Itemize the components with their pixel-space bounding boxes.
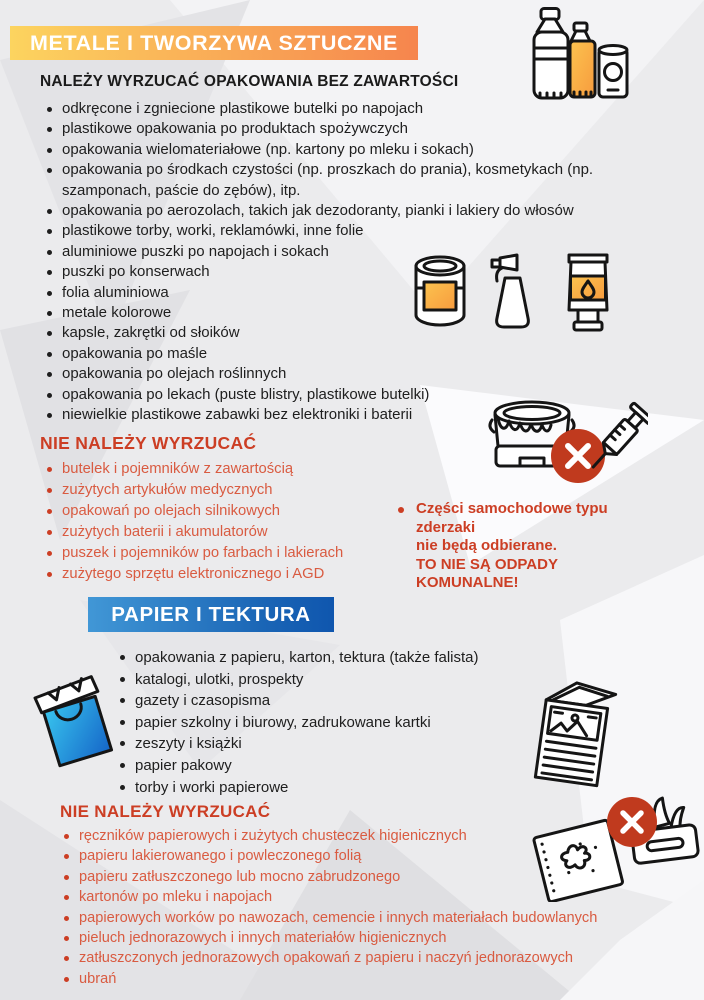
list-item: zużytego sprzętu elektronicznego i AGD (45, 564, 425, 585)
tin-can-icon (408, 254, 472, 332)
drinks-bottles-can-icon (512, 6, 630, 104)
list-item: opakowań po olejach silnikowych (45, 501, 425, 522)
list-item: opakowania po olejach roślinnych (45, 364, 630, 384)
list-item: kartonów po mleku i napojach (62, 887, 687, 907)
list-item: folia aluminiowa (45, 283, 630, 303)
newspaper-icon (528, 674, 624, 794)
list-item: opakowania po aerozolach, takich jak dezodoranty, pianki i lakiery do włosów (45, 201, 630, 221)
list-item: opakowania po środkach czystości (np. proszkach do prania), kosmetykach (np. szamponach, paście do zębów), itp. (45, 160, 630, 201)
metals-forbidden-list (45, 459, 425, 585)
car-parts-note (396, 500, 662, 593)
cosmetic-tube-icon (562, 252, 614, 336)
list-item: kapsle, zakrętki od słoików (45, 323, 630, 343)
list-item: puszki po konserwach (45, 262, 630, 282)
metals-forbidden-title: NIE NALEŻY WYRZUCAĆ (40, 433, 257, 453)
list-item: papieru lakierowanego i powleczonego folią (62, 846, 687, 866)
list-item: butelek i pojemników z zawartością (45, 459, 425, 480)
list-item: pieluch jednorazowych i innych materiałów higienicznych (62, 928, 687, 948)
list-item: opakowania z papieru, karton, tektura (także falista) (118, 647, 588, 669)
list-item: odkręcone i zgniecione plastikowe butelki po napojach (45, 99, 630, 119)
note-line-1: Części samochodowe typu zderzaki (416, 500, 608, 536)
list-item: ubrań (62, 969, 687, 989)
metals-title: METALE I TWORZYWA SZTUCZNE (30, 30, 398, 55)
list-item: metale kolorowe (45, 303, 630, 323)
list-item: zatłuszczonych jednorazowych opakowań z papieru i naczyń jednorazowych (62, 948, 687, 968)
list-item: papierowych worków po nawozach, cemencie i innych materiałach budowlanych (62, 908, 687, 928)
list-item: torby i worki papierowe (118, 777, 588, 799)
list-item: katalogi, ulotki, prospekty (118, 669, 588, 691)
list-item: papier szkolny i biurowy, zadrukowane kartki (118, 712, 588, 734)
list-item: gazety i czasopisma (118, 690, 588, 712)
list-item: papier pakowy (118, 755, 588, 777)
list-item: plastikowe torby, worki, reklamówki, inne folie (45, 221, 630, 241)
list-item: aluminiowe puszki po napojach i sokach (45, 242, 630, 262)
list-item: papieru zatłuszczonego lub mocno zabrudzonego (62, 867, 687, 887)
metals-subtitle: NALEŻY WYRZUCAĆ OPAKOWANIA BEZ ZAWARTOŚCI (40, 73, 459, 90)
list-item: puszek i pojemników po farbach i lakierach (45, 543, 425, 564)
list-item: opakowania po lekach (puste blistry, plastikowe butelki) (45, 385, 630, 405)
paper-title: PAPIER I TEKTURA (111, 602, 311, 626)
metals-section-header (10, 26, 418, 60)
paper-forbidden-title: NIE NALEŻY WYRZUCAĆ (60, 802, 271, 821)
list-item: plastikowe opakowania po produktach spożywczych (45, 119, 630, 139)
paper-section-header (88, 597, 334, 632)
list-item: opakowania wielomateriałowe (np. kartony po mleku i sokach) (45, 140, 630, 160)
note-line-2: nie będą odbierane. (416, 537, 557, 555)
list-item: zużytych artykułów medycznych (45, 480, 425, 501)
list-item: opakowania po maśle (45, 344, 630, 364)
paint-syringe-prohibited-icon (486, 396, 648, 498)
list-item: niewielkie plastikowe zabawki bez elektroniki i baterii (45, 405, 630, 425)
list-item: zużytych baterii i akumulatorów (45, 522, 425, 543)
dirty-paper-prohibited-icon (526, 788, 704, 902)
paper-allowed-list (118, 647, 588, 798)
spray-bottle-icon (488, 252, 544, 332)
list-item: zeszyty i książki (118, 733, 588, 755)
shopping-bag-icon (20, 666, 126, 780)
list-item: ręczników papierowych i zużytych chusteczek higienicznych (62, 826, 687, 846)
note-line-3: TO NIE SĄ ODPADY KOMUNALNE! (416, 555, 558, 592)
note-bullet (398, 507, 404, 513)
